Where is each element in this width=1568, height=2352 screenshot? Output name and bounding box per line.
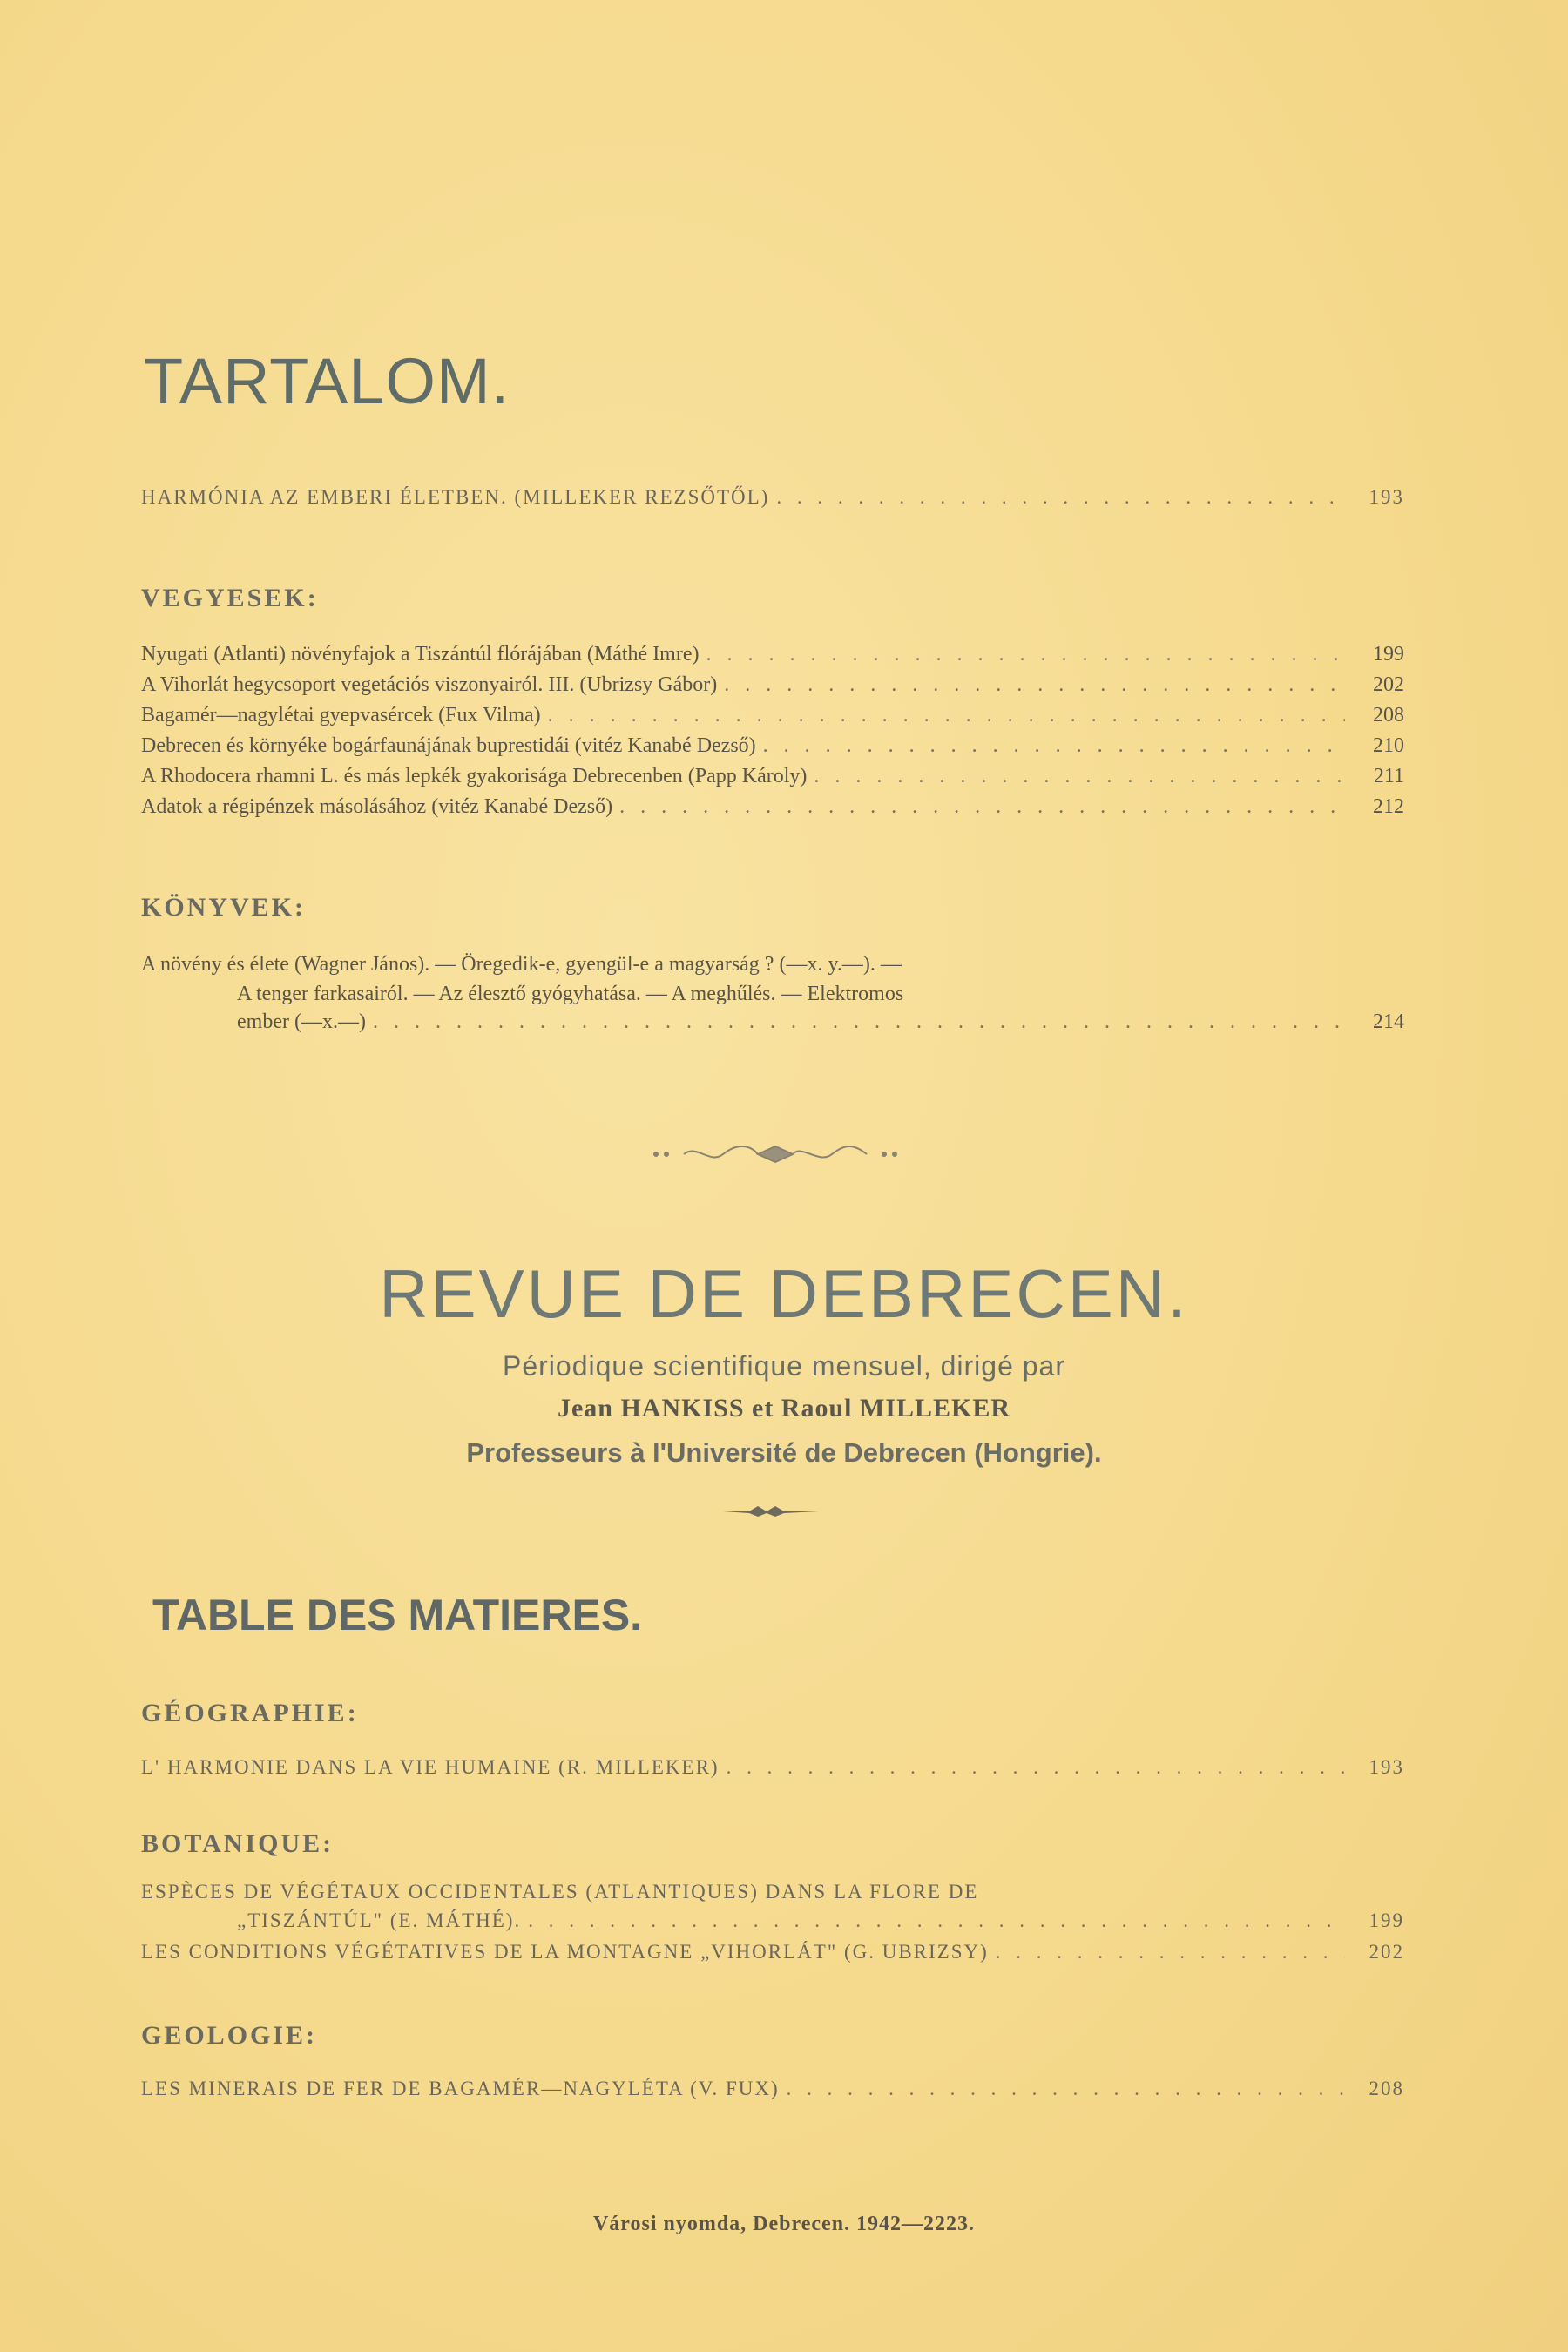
toc-entry-page: 202 [1373, 673, 1404, 696]
toc-entry-page: 193 [1369, 1756, 1404, 1778]
toc-entry-title: L' HARMONIE DANS LA VIE HUMAINE (R. MILLEKER) [141, 1756, 720, 1778]
section-heading-geographie: GÉOGRAPHIE: [141, 1699, 359, 1727]
leader-dots [996, 1941, 1345, 1963]
revue-title: REVUE DE DEBRECEN. [379, 1255, 1189, 1332]
section-heading-konyvek: KÖNYVEK: [141, 893, 306, 922]
toc-entry-title: A Rhodocera rhamni L. és más lepkék gyakorisága Debrecenben (Papp Károly) [141, 765, 808, 787]
toc-entry [141, 704, 1404, 727]
leader-dots [619, 795, 1345, 819]
toc-entry-title: Adatok a régipénzek másolásához (vitéz Kanabé Dezső) [141, 795, 613, 818]
printer-footer: Városi nyomda, Debrecen. 1942—2223. [592, 2213, 976, 2235]
konyvek-line-1: A növény és élete (Wagner János). — Öregedik-e, gyengül-e a magyarság ? (—x. y.—). — [141, 953, 902, 976]
konyvek-page: 214 [1373, 1010, 1404, 1033]
toc-entry [141, 643, 1404, 666]
konyvek-line-3: ember (—x.—) [237, 1010, 366, 1033]
section-heading-botanique: BOTANIQUE: [141, 1829, 335, 1858]
toc-entry-page: 211 [1373, 765, 1404, 787]
toc-entry-title: A Vihorlát hegycsoport vegetációs viszonyairól. III. (Ubrizsy Gábor) [141, 673, 718, 696]
botanique-line-1: ESPÈCES DE VÉGÉTAUX OCCIDENTALES (ATLANTIQUES) DANS LA FLORE DE [141, 1881, 979, 1903]
toc-entry-page: 193 [1369, 486, 1404, 508]
toc-entry-page: 212 [1373, 795, 1404, 818]
toc-entry [141, 734, 1404, 758]
toc-entry-page: 199 [1369, 1909, 1404, 1931]
toc-entry [141, 765, 1404, 788]
toc-entry-page: 202 [1369, 1941, 1404, 1963]
toc-entry-title: Bagamér—nagylétai gyepvasércek (Fux Vilma) [141, 704, 541, 727]
leader-dots [727, 1756, 1345, 1779]
toc-entry-page: 210 [1373, 734, 1404, 757]
toc-entry [141, 795, 1404, 819]
toc-entry [141, 1909, 1404, 1932]
table-title: TABLE DES MATIERES. [152, 1591, 643, 1639]
toc-entry-page: 208 [1369, 2078, 1404, 2099]
section-heading-geologie: GEOLOGIE: [141, 2021, 318, 2050]
toc-entry [141, 1756, 1404, 1779]
konyvek-last-line [141, 1010, 1404, 1034]
leader-dots [706, 643, 1346, 666]
revue-editors: Jean HANKISS et Raoul MILLEKER [557, 1394, 1011, 1423]
toc-entry-title: Debrecen és környéke bogárfaunájának buprestidái (vitéz Kanabé Dezső) [141, 734, 756, 757]
toc-entry-title: „TISZÁNTÚL" (E. MÁTHÉ). [237, 1909, 522, 1931]
revue-subtitle: Périodique scientifique mensuel, dirigé par [502, 1350, 1065, 1382]
revue-affiliation: Professeurs à l'Université de Debrecen (Hongrie). [466, 1437, 1102, 1468]
konyvek-line-2: A tenger farkasairól. — Az élesztő gyógyhatása. — A meghűlés. — Elektromos [237, 983, 904, 1005]
toc-entry-page: 199 [1373, 643, 1404, 666]
leader-dots [528, 1909, 1345, 1932]
toc-entry-title: HARMÓNIA AZ EMBERI ÉLETBEN. (MILLEKER REZSŐTŐL) [141, 486, 770, 508]
toc-entry-page: 208 [1373, 704, 1404, 727]
konyvek-entry [141, 950, 1404, 1009]
toc-lead-entry [141, 486, 1404, 509]
toc-entry-title: LES MINERAIS DE FER DE BAGAMÉR—NAGYLÉTA (V. FUX) [141, 2078, 780, 2099]
tartalom-title: TARTALOM. [144, 345, 510, 417]
toc-entry [141, 2078, 1404, 2100]
toc-entry-title: LES CONDITIONS VÉGÉTATIVES DE LA MONTAGNE „VIHORLÁT" (G. UBRIZSY) [141, 1941, 989, 1963]
leader-dots [724, 673, 1345, 697]
leader-dots [814, 765, 1345, 788]
leader-dots [776, 486, 1345, 509]
toc-entry [141, 673, 1404, 697]
leader-dots [373, 1010, 1345, 1034]
leader-dots [548, 704, 1345, 727]
leader-dots [787, 2078, 1345, 2100]
section-heading-vegyesek: VEGYESEK: [141, 584, 319, 612]
leader-dots [763, 734, 1345, 758]
toc-entry [141, 1941, 1404, 1963]
small-ornament [723, 1503, 819, 1520]
ornament-divider [649, 1139, 902, 1169]
botanique-entry-1 [141, 1877, 1404, 1907]
toc-entry-title: Nyugati (Atlanti) növényfajok a Tiszántúl flórájában (Máthé Imre) [141, 643, 700, 666]
